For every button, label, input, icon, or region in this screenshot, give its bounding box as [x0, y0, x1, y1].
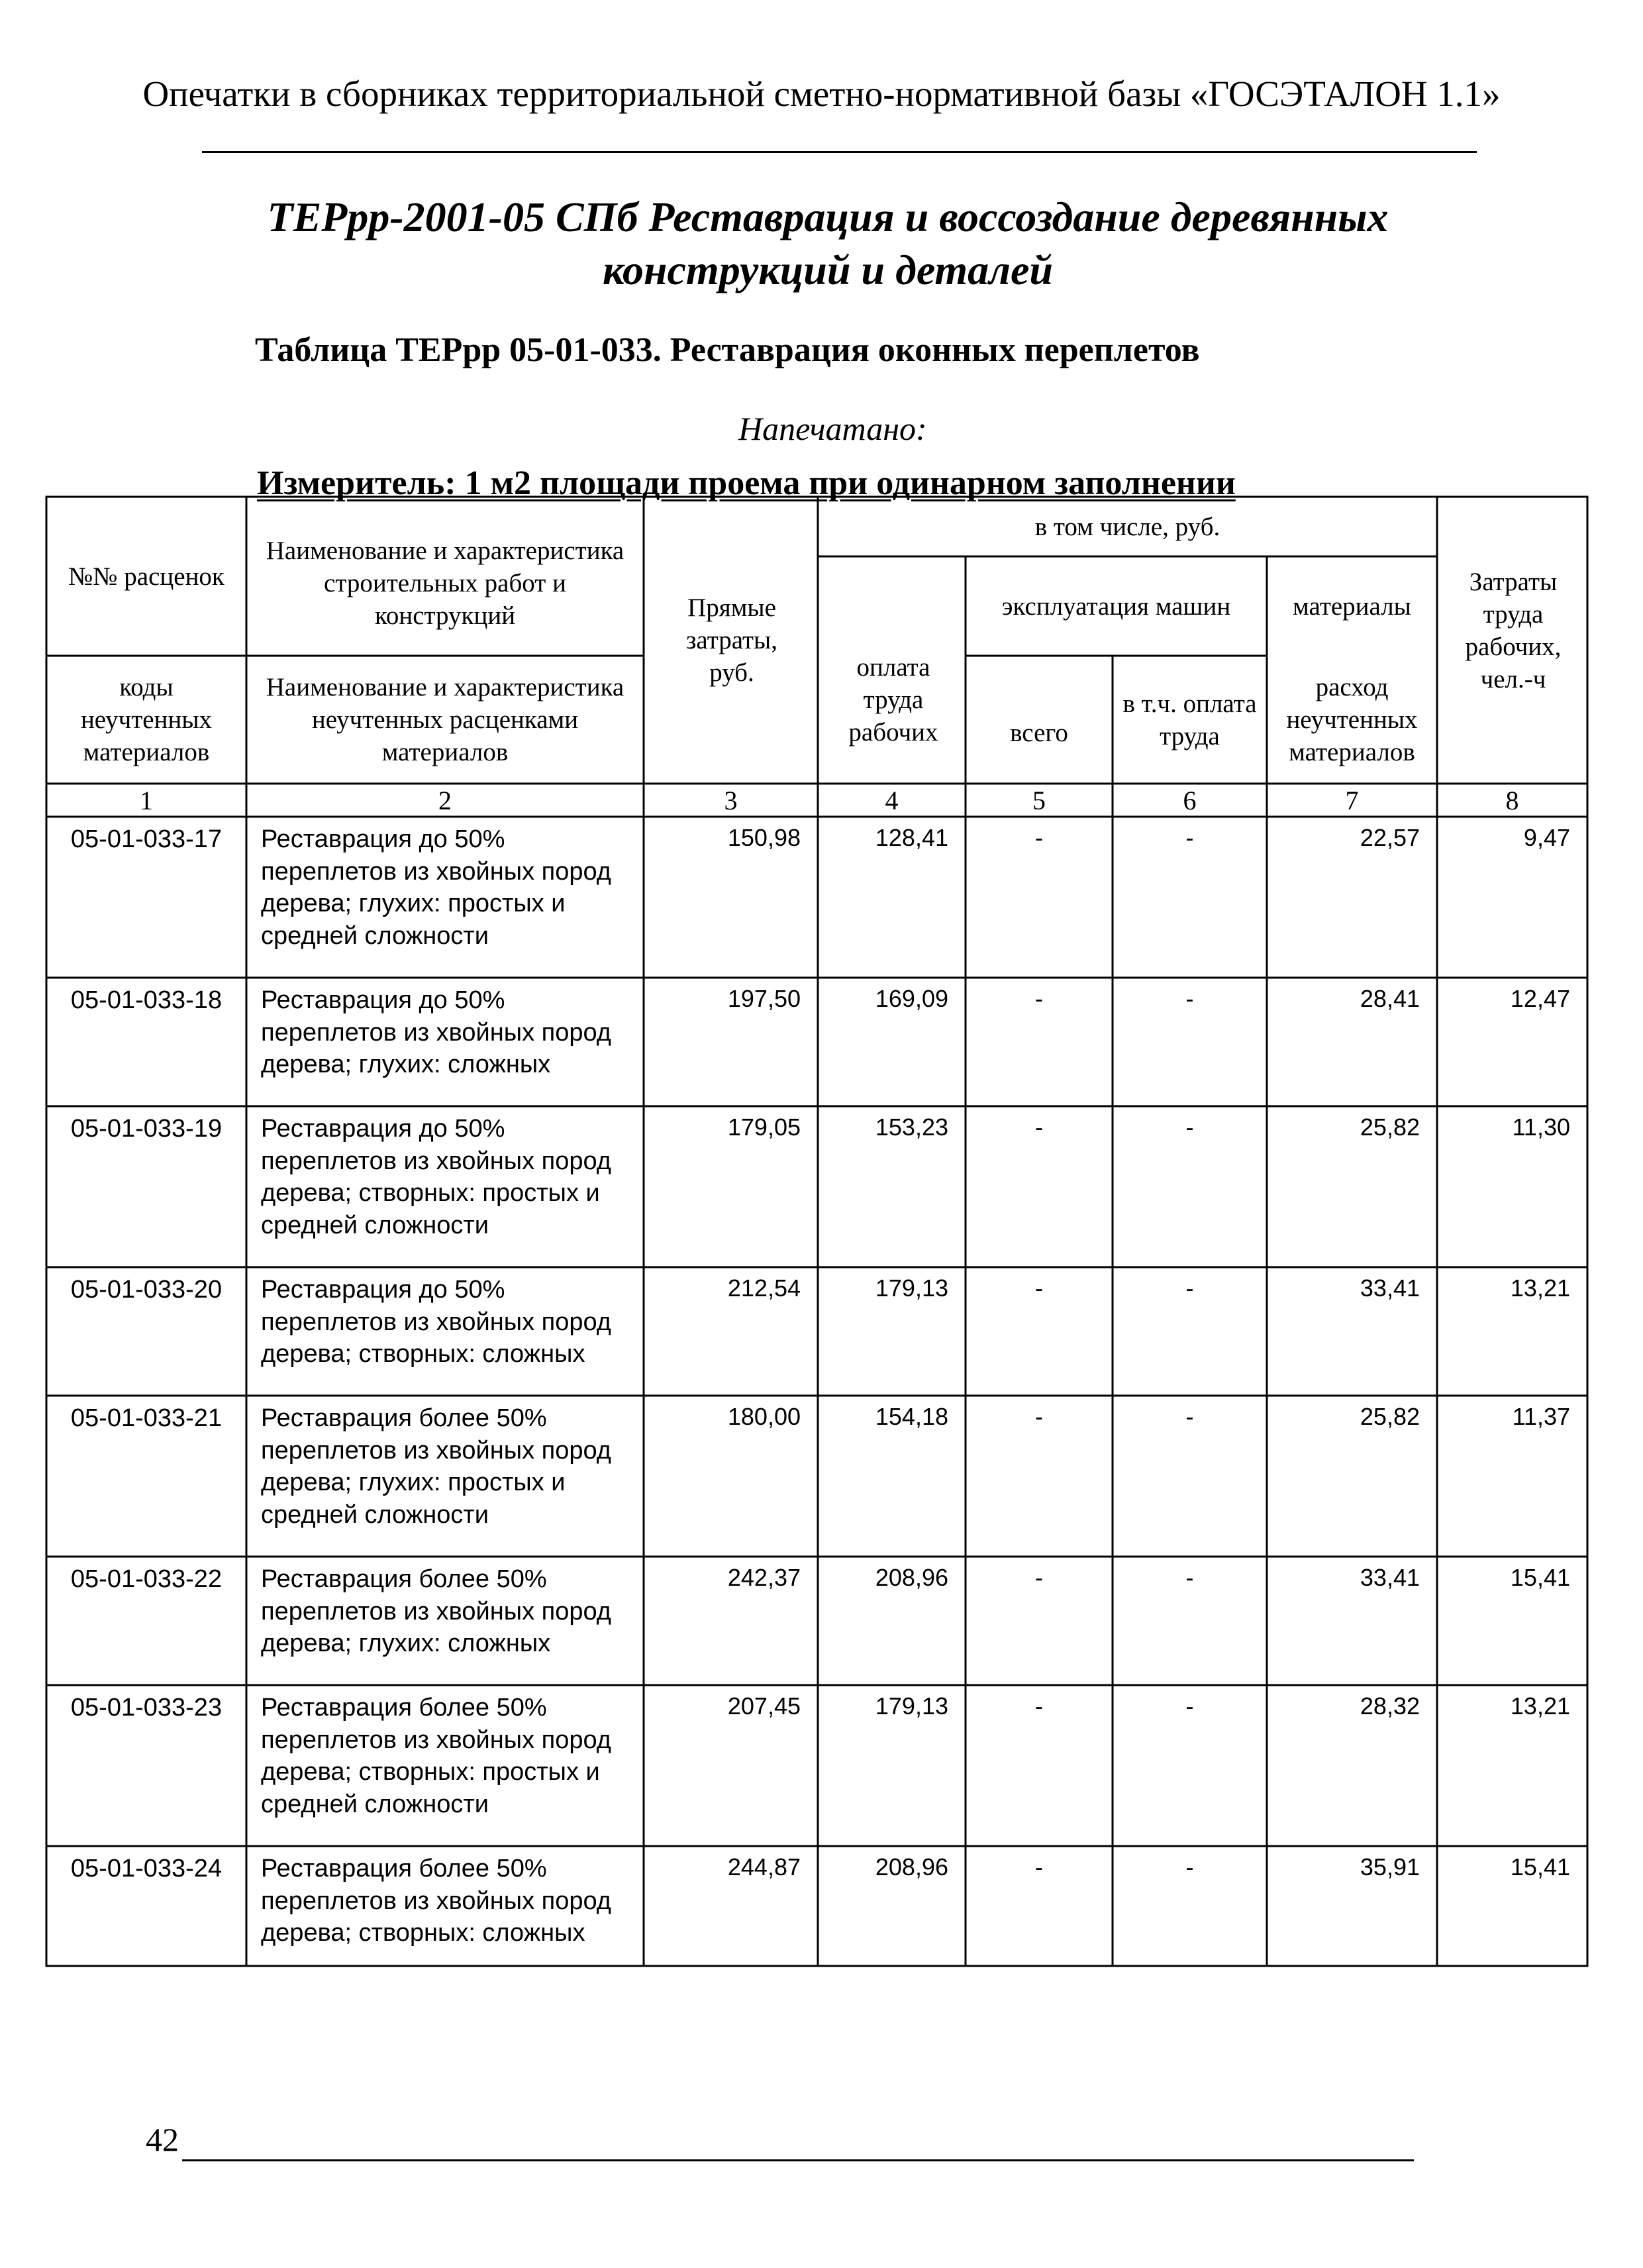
- row-direct-costs: 180,00: [727, 1403, 801, 1430]
- row-name: Реставрация более 50% переплетов из хвойных пород дерева; створных: сложных: [261, 1855, 611, 1947]
- header-machines: эксплуатация машин: [1001, 592, 1231, 621]
- row-machines-total: -: [1035, 1853, 1043, 1881]
- row-labor: 15,41: [1510, 1564, 1570, 1591]
- row-machines-total: -: [1035, 985, 1043, 1012]
- row-code: 05-01-033-17: [70, 825, 223, 853]
- row-machines-wages: -: [1185, 1274, 1194, 1302]
- row-direct-costs: 242,37: [727, 1564, 801, 1591]
- row-machines-wages: -: [1185, 1564, 1194, 1591]
- row-machines-total: -: [1035, 824, 1043, 851]
- row-labor: 9,47: [1523, 824, 1570, 851]
- row-labor: 11,30: [1512, 1113, 1570, 1141]
- printed-note: Напечатано:: [738, 410, 927, 447]
- header-materials: материалы: [1293, 592, 1411, 621]
- row-direct-costs: 179,05: [727, 1113, 801, 1141]
- header-rule: [202, 151, 1477, 153]
- row-labor: 13,21: [1510, 1692, 1570, 1720]
- row-machines-wages: -: [1185, 1692, 1194, 1720]
- header-wages: оплата труда рабочих: [848, 653, 938, 747]
- header-labor: Затраты труда рабочих, чел.-ч: [1465, 567, 1562, 694]
- column-number: 1: [140, 786, 153, 815]
- row-materials: 28,41: [1360, 985, 1420, 1012]
- row-direct-costs: 212,54: [727, 1274, 801, 1302]
- row-name: Реставрация более 50% переплетов из хвойных пород дерева; створных: простых и средней сложности: [261, 1694, 611, 1818]
- row-materials: 35,91: [1360, 1853, 1420, 1881]
- row-materials: 28,32: [1360, 1692, 1420, 1720]
- row-direct-costs: 150,98: [727, 824, 801, 851]
- row-code: 05-01-033-20: [70, 1276, 223, 1304]
- header-machines-wages: в т.ч. оплата труда: [1122, 689, 1257, 750]
- row-materials: 22,57: [1360, 824, 1420, 851]
- row-labor: 12,47: [1510, 985, 1570, 1012]
- row-machines-total: -: [1035, 1692, 1043, 1720]
- column-number: 5: [1032, 786, 1046, 815]
- row-labor: 11,37: [1512, 1403, 1570, 1430]
- column-number: 7: [1345, 786, 1359, 815]
- row-name: Реставрация более 50% переплетов из хвойных пород дерева; глухих: сложных: [261, 1565, 611, 1657]
- row-name: Реставрация до 50% переплетов из хвойных пород дерева; створных: сложных: [261, 1276, 611, 1368]
- row-wages: 153,23: [875, 1113, 948, 1141]
- row-wages: 208,96: [875, 1853, 948, 1881]
- row-materials: 25,82: [1360, 1403, 1420, 1430]
- column-number: 8: [1505, 786, 1519, 815]
- column-number: 2: [438, 786, 452, 815]
- column-number: 4: [885, 786, 899, 815]
- column-number: 6: [1183, 786, 1197, 815]
- row-code: 05-01-033-22: [70, 1565, 223, 1593]
- row-code: 05-01-033-24: [70, 1855, 223, 1882]
- row-machines-total: -: [1035, 1274, 1043, 1302]
- page-number: 42: [146, 2121, 179, 2158]
- row-wages: 179,13: [875, 1274, 948, 1302]
- row-wages: 179,13: [875, 1692, 948, 1720]
- row-materials: 33,41: [1360, 1564, 1420, 1591]
- row-direct-costs: 197,50: [727, 985, 801, 1012]
- header-unaccounted-codes: коды неучтенных материалов: [80, 673, 213, 766]
- row-code: 05-01-033-21: [70, 1404, 223, 1432]
- row-machines-total: -: [1035, 1564, 1043, 1591]
- row-code: 05-01-033-19: [70, 1115, 223, 1143]
- header-machines-total: всего: [1010, 719, 1068, 747]
- footer-rule: [182, 2159, 1414, 2161]
- header-unaccounted-name: Наименование и характеристика неучтенных расценками материалов: [266, 673, 624, 766]
- row-code: 05-01-033-23: [70, 1694, 223, 1722]
- row-machines-wages: -: [1185, 1113, 1194, 1141]
- row-labor: 15,41: [1510, 1853, 1570, 1881]
- row-wages: 169,09: [875, 985, 948, 1012]
- header-including: в том числе, руб.: [1034, 512, 1220, 541]
- row-materials: 33,41: [1360, 1274, 1420, 1302]
- row-machines-total: -: [1035, 1113, 1043, 1141]
- row-materials: 25,82: [1360, 1113, 1420, 1141]
- row-name: Реставрация более 50% переплетов из хвойных пород дерева; глухих: простых и средней сложности: [261, 1404, 611, 1529]
- row-direct-costs: 207,45: [727, 1692, 801, 1720]
- section-title: ТЕРрр-2001-05 СПб Реставрация и воссоздание деревянных конструкций и деталей: [267, 193, 1389, 293]
- row-wages: 154,18: [875, 1403, 948, 1430]
- header-materials-usage: расход неучтенных материалов: [1286, 673, 1418, 766]
- row-machines-wages: -: [1185, 985, 1194, 1012]
- row-name: Реставрация до 50% переплетов из хвойных пород дерева; глухих: сложных: [261, 986, 611, 1078]
- column-number: 3: [724, 786, 738, 815]
- running-header: Опечатки в сборниках территориальной сметно-нормативной базы «ГОСЭТАЛОН 1.1»: [142, 74, 1501, 114]
- header-name: Наименование и характеристика строительных работ и конструкций: [266, 536, 624, 630]
- row-machines-wages: -: [1185, 824, 1194, 851]
- row-name: Реставрация до 50% переплетов из хвойных пород дерева; глухих: простых и средней сложности: [261, 825, 611, 950]
- row-name: Реставрация до 50% переплетов из хвойных пород дерева; створных: простых и средней сложности: [261, 1115, 611, 1239]
- row-code: 05-01-033-18: [70, 986, 223, 1014]
- row-direct-costs: 244,87: [727, 1853, 801, 1881]
- row-wages: 208,96: [875, 1564, 948, 1591]
- row-machines-wages: -: [1185, 1403, 1194, 1430]
- row-machines-total: -: [1035, 1403, 1043, 1430]
- header-direct-costs: Прямые затраты, руб.: [685, 593, 778, 687]
- row-labor: 13,21: [1510, 1274, 1570, 1302]
- measure-line: Измеритель: 1 м2 площади проема при одинарном заполнении: [257, 464, 1236, 502]
- header-codes: №№ расценок: [68, 562, 224, 591]
- row-machines-wages: -: [1185, 1853, 1194, 1881]
- row-wages: 128,41: [875, 824, 948, 851]
- table-title: Таблица ТЕРрр 05-01-033. Реставрация оконных переплетов: [255, 331, 1200, 369]
